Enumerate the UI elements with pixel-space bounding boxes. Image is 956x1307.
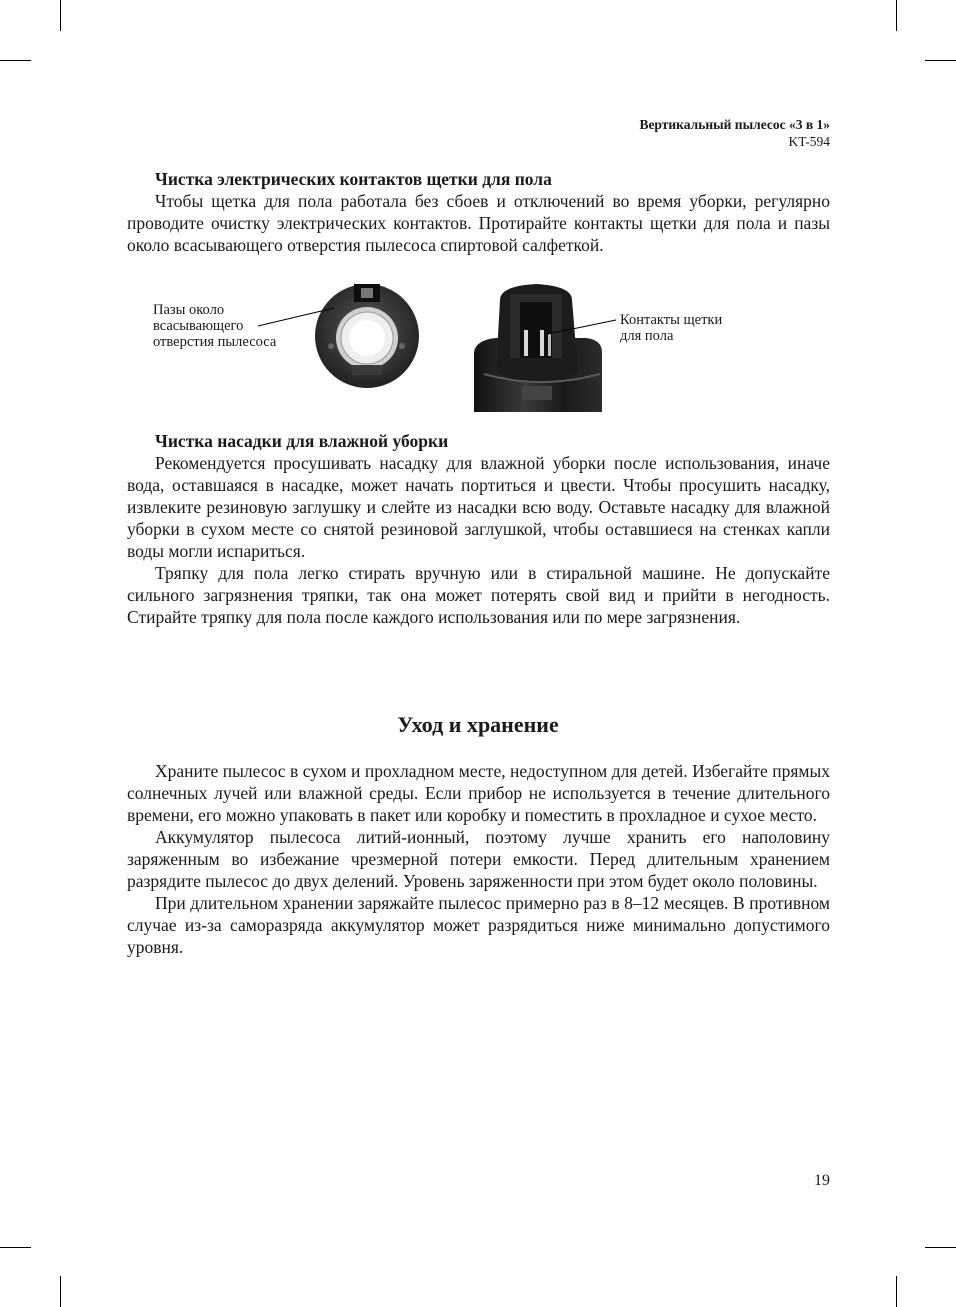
figure-contacts — [0, 280, 956, 420]
crop-mark — [60, 0, 61, 31]
page-number: 19 — [814, 1172, 830, 1189]
section-contacts — [127, 168, 830, 256]
crop-mark — [896, 0, 897, 31]
header-title: Вертикальный пылесос «3 в 1» — [639, 117, 830, 132]
section-heading: Чистка электрических контактов щетки для пола — [155, 169, 552, 189]
section-storage — [127, 760, 830, 958]
paragraph: Рекомендуется просушивать насадку для влажной уборки после использования, иначе вода, оставшаяся в насадке, может начать портиться и цвести. Чтобы просушить насадку, извлеките резиновую заглушку и слейте из насадки всю воду. Оставьте насадку для влажной уборки в сухом месте со снятой резиновой заглушкой, чтобы оставшиеся на стенках капли воды могли испариться. — [127, 453, 830, 561]
header-model: KT-594 — [788, 134, 830, 149]
crop-mark — [925, 1247, 956, 1248]
paragraph: Храните пылесос в сухом и прохладном месте, недоступном для детей. Избегайте прямых солнечных лучей или влажной среды. Если прибор не используется в течение длительного времени, его можно упаковать в пакет или коробку и поместить в прохладное и сухое место. — [127, 761, 830, 825]
figure-caption-right: Контакты щетки для пола — [620, 312, 723, 344]
crop-mark — [925, 60, 956, 61]
crop-mark — [0, 60, 31, 61]
crop-mark — [896, 1276, 897, 1307]
paragraph: Чтобы щетка для пола работала без сбоев и отключений во время уборки, регулярно проводите очистку электрических контактов. Протирайте контакты щетки для пола и пазы около всасывающего отверстия пылесоса спиртовой салфеткой. — [127, 191, 830, 255]
paragraph: Аккумулятор пылесоса литий-ионный, поэтому лучше хранить его наполовину заряженным во избежание чрезмерной потери емкости. Перед длительным хранением разрядите пылесос до двух делений. Уровень заряженности при этом будет около половины. — [127, 827, 830, 891]
paragraph: Тряпку для пола легко стирать вручную или в стиральной машине. Не допускайте сильного загрязнения тряпки, так она может потерять свой вид и прийти в негодность. Стирайте тряпку для пола после каждого использования или по мере загрязнения. — [127, 563, 830, 627]
brush-contacts-image — [474, 284, 602, 412]
section-heading: Чистка насадки для влажной уборки — [155, 431, 449, 451]
figure-caption-left: Пазы около всасывающего отверстия пылесоса — [153, 302, 277, 350]
paragraph: При длительном хранении заряжайте пылесос примерно раз в 8–12 месяцев. В противном случае из-за саморазряда аккумулятор может разрядиться ниже минимально допустимого уровня. — [127, 893, 830, 957]
running-header — [639, 116, 830, 150]
section-title: Уход и хранение — [397, 712, 559, 737]
suction-opening-image — [315, 284, 419, 388]
section-wet-cleaning — [127, 430, 830, 628]
crop-mark — [60, 1276, 61, 1307]
figure-illustration — [0, 280, 956, 420]
crop-mark — [0, 1247, 31, 1248]
